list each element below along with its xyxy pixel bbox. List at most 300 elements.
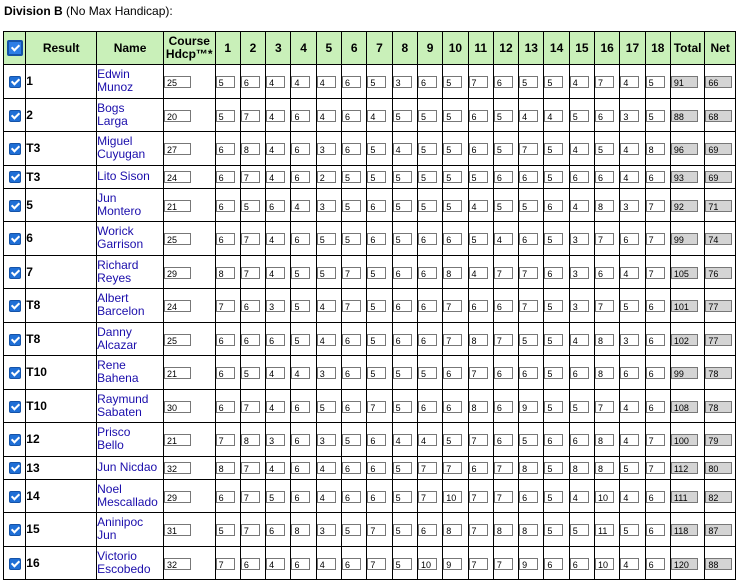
hole-score-field[interactable]: 5 xyxy=(291,300,310,312)
hole-score-field[interactable]: 8 xyxy=(469,401,488,413)
course-hdcp-field[interactable]: 25 xyxy=(164,334,191,346)
hole-score-field[interactable]: 5 xyxy=(443,171,462,183)
hole-score-field[interactable]: 6 xyxy=(241,300,260,312)
hole-score-field[interactable]: 6 xyxy=(646,524,665,536)
hole-score-field[interactable]: 5 xyxy=(241,367,260,379)
hole-score-field[interactable]: 8 xyxy=(291,524,310,536)
hole-score-field[interactable]: 7 xyxy=(469,558,488,570)
player-name-link[interactable] xyxy=(97,255,164,289)
select-all-checkbox[interactable] xyxy=(7,40,23,56)
hole-score-field[interactable]: 5 xyxy=(216,76,235,88)
hole-score-field[interactable]: 6 xyxy=(367,200,386,212)
player-last-name[interactable]: Sabaten xyxy=(97,404,142,419)
hole-score-field[interactable]: 6 xyxy=(418,233,437,245)
hole-score-field[interactable]: 7 xyxy=(595,233,614,245)
hole-score-field[interactable]: 7 xyxy=(494,462,513,474)
hole-score-field[interactable]: 6 xyxy=(418,300,437,312)
row-checkbox[interactable] xyxy=(9,233,21,245)
hole-score-field[interactable]: 7 xyxy=(646,462,665,474)
hole-score-field[interactable]: 5 xyxy=(544,171,563,183)
hole-score-field[interactable]: 4 xyxy=(544,110,563,122)
hole-score-field[interactable]: 6 xyxy=(418,524,437,536)
hole-score-field[interactable]: 7 xyxy=(469,434,488,446)
hole-score-field[interactable]: 6 xyxy=(291,401,310,413)
hole-score-field[interactable]: 7 xyxy=(646,200,665,212)
row-checkbox[interactable] xyxy=(9,334,21,346)
hole-score-field[interactable]: 6 xyxy=(367,491,386,503)
hole-score-field[interactable]: 5 xyxy=(519,434,538,446)
hole-score-field[interactable]: 2 xyxy=(317,171,336,183)
hole-score-field[interactable]: 7 xyxy=(241,462,260,474)
hole-score-field[interactable]: 4 xyxy=(570,334,589,346)
hole-score-field[interactable]: 6 xyxy=(216,334,235,346)
hole-score-field[interactable]: 7 xyxy=(241,401,260,413)
hole-score-field[interactable]: 5 xyxy=(418,143,437,155)
hole-score-field[interactable]: 6 xyxy=(443,401,462,413)
hole-score-field[interactable]: 7 xyxy=(367,401,386,413)
row-checkbox[interactable] xyxy=(9,267,21,279)
hole-score-field[interactable]: 6 xyxy=(241,558,260,570)
hole-score-field[interactable]: 3 xyxy=(317,143,336,155)
hole-score-field[interactable]: 3 xyxy=(570,233,589,245)
hole-score-field[interactable]: 8 xyxy=(443,524,462,536)
hole-score-field[interactable]: 5 xyxy=(443,143,462,155)
hole-score-field[interactable]: 4 xyxy=(367,110,386,122)
hole-score-field[interactable]: 5 xyxy=(317,401,336,413)
hole-score-field[interactable]: 3 xyxy=(620,110,639,122)
hole-score-field[interactable]: 4 xyxy=(266,267,285,279)
hole-score-field[interactable]: 5 xyxy=(570,110,589,122)
hole-score-field[interactable]: 8 xyxy=(570,462,589,474)
player-name-link[interactable] xyxy=(97,322,164,356)
hole-score-field[interactable]: 4 xyxy=(317,334,336,346)
hole-score-field[interactable]: 7 xyxy=(241,491,260,503)
course-hdcp-field[interactable]: 31 xyxy=(164,524,191,536)
player-last-name[interactable]: Montero xyxy=(97,203,142,218)
hole-score-field[interactable]: 5 xyxy=(367,267,386,279)
hole-score-field[interactable]: 6 xyxy=(570,367,589,379)
hole-score-field[interactable]: 6 xyxy=(469,300,488,312)
hole-score-field[interactable]: 6 xyxy=(469,143,488,155)
hole-score-field[interactable]: 6 xyxy=(570,558,589,570)
hole-score-field[interactable]: 6 xyxy=(342,558,361,570)
player-name-link[interactable] xyxy=(97,513,164,547)
player-name-link[interactable] xyxy=(97,479,164,513)
hole-score-field[interactable]: 7 xyxy=(241,171,260,183)
hole-score-field[interactable]: 4 xyxy=(620,76,639,88)
hole-score-field[interactable]: 4 xyxy=(291,367,310,379)
hole-score-field[interactable]: 9 xyxy=(519,401,538,413)
course-hdcp-field[interactable]: 21 xyxy=(164,434,191,446)
hole-score-field[interactable]: 4 xyxy=(570,143,589,155)
hole-score-field[interactable]: 4 xyxy=(519,110,538,122)
hole-score-field[interactable]: 5 xyxy=(494,143,513,155)
hole-score-field[interactable]: 6 xyxy=(544,558,563,570)
hole-score-field[interactable]: 6 xyxy=(646,401,665,413)
hole-score-field[interactable]: 4 xyxy=(620,491,639,503)
hole-score-field[interactable]: 6 xyxy=(216,143,235,155)
hole-score-field[interactable]: 3 xyxy=(317,200,336,212)
hole-score-field[interactable]: 6 xyxy=(418,76,437,88)
hole-score-field[interactable]: 8 xyxy=(595,434,614,446)
row-checkbox[interactable] xyxy=(9,462,21,474)
player-first-name[interactable]: Bogs xyxy=(97,100,125,115)
hole-score-field[interactable]: 5 xyxy=(494,200,513,212)
hole-score-field[interactable]: 4 xyxy=(620,267,639,279)
hole-score-field[interactable]: 5 xyxy=(367,143,386,155)
row-checkbox[interactable] xyxy=(9,367,21,379)
row-select-cell[interactable] xyxy=(4,289,26,323)
hole-score-field[interactable]: 5 xyxy=(317,233,336,245)
hole-score-field[interactable]: 5 xyxy=(241,200,260,212)
hole-score-field[interactable]: 7 xyxy=(443,300,462,312)
row-select-cell[interactable] xyxy=(4,479,26,513)
hole-score-field[interactable]: 5 xyxy=(595,143,614,155)
hole-score-field[interactable]: 4 xyxy=(266,558,285,570)
hole-score-field[interactable]: 5 xyxy=(544,367,563,379)
player-name-link[interactable] xyxy=(97,222,164,256)
hole-score-field[interactable]: 6 xyxy=(291,233,310,245)
hole-score-field[interactable]: 5 xyxy=(443,76,462,88)
hole-score-field[interactable]: 8 xyxy=(241,434,260,446)
hole-score-field[interactable]: 7 xyxy=(241,524,260,536)
hole-score-field[interactable]: 5 xyxy=(544,300,563,312)
hole-score-field[interactable]: 6 xyxy=(342,110,361,122)
player-name-link[interactable] xyxy=(97,456,164,479)
hole-score-field[interactable]: 6 xyxy=(519,491,538,503)
hole-score-field[interactable]: 4 xyxy=(620,558,639,570)
player-name-link[interactable] xyxy=(97,423,164,457)
hole-score-field[interactable]: 5 xyxy=(393,200,412,212)
hole-score-field[interactable]: 7 xyxy=(469,367,488,379)
hole-score-field[interactable]: 7 xyxy=(216,558,235,570)
hole-score-field[interactable]: 3 xyxy=(570,300,589,312)
hole-score-field[interactable]: 6 xyxy=(393,300,412,312)
hole-score-field[interactable]: 4 xyxy=(418,434,437,446)
hole-score-field[interactable]: 10 xyxy=(418,558,437,570)
hole-score-field[interactable]: 6 xyxy=(266,524,285,536)
hole-score-field[interactable]: 6 xyxy=(494,367,513,379)
hole-score-field[interactable]: 7 xyxy=(443,462,462,474)
hole-score-field[interactable]: 6 xyxy=(241,334,260,346)
hole-score-field[interactable]: 4 xyxy=(317,110,336,122)
hole-score-field[interactable]: 6 xyxy=(342,462,361,474)
hole-score-field[interactable]: 8 xyxy=(443,267,462,279)
player-first-name[interactable]: Rene xyxy=(97,358,126,373)
player-first-name[interactable]: Miguel xyxy=(97,134,133,149)
hole-score-field[interactable]: 6 xyxy=(291,558,310,570)
hole-score-field[interactable]: 7 xyxy=(241,233,260,245)
hole-score-field[interactable]: 6 xyxy=(393,267,412,279)
hole-score-field[interactable]: 6 xyxy=(216,233,235,245)
hole-score-field[interactable]: 5 xyxy=(367,300,386,312)
hole-score-field[interactable]: 8 xyxy=(595,334,614,346)
hole-score-field[interactable]: 4 xyxy=(393,143,412,155)
hole-score-field[interactable]: 4 xyxy=(620,171,639,183)
hole-score-field[interactable]: 5 xyxy=(367,334,386,346)
hole-score-field[interactable]: 6 xyxy=(241,76,260,88)
player-name-link[interactable] xyxy=(97,132,164,166)
player-last-name[interactable]: Mescallado xyxy=(97,494,158,509)
course-hdcp-field[interactable]: 30 xyxy=(164,401,191,413)
course-hdcp-field[interactable]: 29 xyxy=(164,491,191,503)
player-last-name[interactable]: Jun xyxy=(97,528,117,543)
hole-score-field[interactable]: 3 xyxy=(266,434,285,446)
hole-score-field[interactable]: 6 xyxy=(494,171,513,183)
hole-score-field[interactable]: 10 xyxy=(595,558,614,570)
player-name-link[interactable] xyxy=(97,98,164,132)
hole-score-field[interactable]: 5 xyxy=(544,524,563,536)
hole-score-field[interactable]: 8 xyxy=(646,143,665,155)
hole-score-field[interactable]: 4 xyxy=(291,200,310,212)
player-last-name[interactable]: Bahena xyxy=(97,371,139,386)
player-last-name[interactable]: Escobedo xyxy=(97,561,151,576)
hole-score-field[interactable]: 5 xyxy=(570,524,589,536)
course-hdcp-field[interactable]: 25 xyxy=(164,76,191,88)
row-select-cell[interactable] xyxy=(4,456,26,479)
hole-score-field[interactable]: 6 xyxy=(342,367,361,379)
course-hdcp-field[interactable]: 24 xyxy=(164,171,191,183)
hole-score-field[interactable]: 6 xyxy=(494,401,513,413)
hole-score-field[interactable]: 8 xyxy=(216,267,235,279)
hole-score-field[interactable]: 5 xyxy=(291,267,310,279)
player-first-name[interactable]: Edwin xyxy=(97,67,130,82)
hole-score-field[interactable]: 7 xyxy=(595,401,614,413)
hole-score-field[interactable]: 5 xyxy=(418,110,437,122)
hole-score-field[interactable]: 7 xyxy=(519,143,538,155)
row-checkbox[interactable] xyxy=(9,76,21,88)
hole-score-field[interactable]: 5 xyxy=(393,171,412,183)
hole-score-field[interactable]: 7 xyxy=(519,267,538,279)
hole-score-field[interactable]: 10 xyxy=(595,491,614,503)
hole-score-field[interactable]: 7 xyxy=(595,76,614,88)
hole-score-field[interactable]: 4 xyxy=(317,558,336,570)
hole-score-field[interactable]: 4 xyxy=(266,171,285,183)
hole-score-field[interactable]: 8 xyxy=(519,462,538,474)
player-first-name[interactable]: Lito Sison xyxy=(97,169,150,183)
hole-score-field[interactable]: 4 xyxy=(266,143,285,155)
row-checkbox[interactable] xyxy=(9,524,21,536)
hole-score-field[interactable]: 8 xyxy=(469,334,488,346)
hole-score-field[interactable]: 4 xyxy=(469,267,488,279)
hole-score-field[interactable]: 8 xyxy=(241,143,260,155)
hole-score-field[interactable]: 7 xyxy=(443,334,462,346)
hole-score-field[interactable]: 8 xyxy=(494,524,513,536)
row-select-cell[interactable] xyxy=(4,222,26,256)
row-select-cell[interactable] xyxy=(4,65,26,99)
hole-score-field[interactable]: 6 xyxy=(494,76,513,88)
player-first-name[interactable]: Albert xyxy=(97,291,129,306)
hole-score-field[interactable]: 4 xyxy=(266,367,285,379)
hole-score-field[interactable]: 5 xyxy=(342,524,361,536)
hole-score-field[interactable]: 5 xyxy=(393,233,412,245)
hole-score-field[interactable]: 5 xyxy=(620,524,639,536)
row-checkbox[interactable] xyxy=(9,200,21,212)
hole-score-field[interactable]: 5 xyxy=(342,434,361,446)
hole-score-field[interactable]: 5 xyxy=(544,491,563,503)
hole-score-field[interactable]: 7 xyxy=(342,267,361,279)
player-first-name[interactable]: Worick xyxy=(97,224,134,239)
course-hdcp-field[interactable]: 20 xyxy=(164,110,191,122)
hole-score-field[interactable]: 5 xyxy=(393,367,412,379)
hole-score-field[interactable]: 5 xyxy=(418,367,437,379)
hole-score-field[interactable]: 7 xyxy=(469,76,488,88)
hole-score-field[interactable]: 5 xyxy=(544,233,563,245)
row-checkbox[interactable] xyxy=(9,171,21,183)
row-checkbox[interactable] xyxy=(9,143,21,155)
hole-score-field[interactable]: 7 xyxy=(494,491,513,503)
player-last-name[interactable]: Munoz xyxy=(97,80,134,95)
hole-score-field[interactable]: 8 xyxy=(595,462,614,474)
hole-score-field[interactable]: 4 xyxy=(317,300,336,312)
player-last-name[interactable]: Bello xyxy=(97,438,124,453)
hole-score-field[interactable]: 5 xyxy=(393,524,412,536)
hole-score-field[interactable]: 4 xyxy=(266,233,285,245)
hole-score-field[interactable]: 11 xyxy=(595,524,614,536)
hole-score-field[interactable]: 6 xyxy=(469,110,488,122)
hole-score-field[interactable]: 3 xyxy=(620,334,639,346)
player-first-name[interactable]: Prisco xyxy=(97,425,131,440)
course-hdcp-field[interactable]: 32 xyxy=(164,558,191,570)
player-name-link[interactable] xyxy=(97,188,164,222)
hole-score-field[interactable]: 5 xyxy=(216,110,235,122)
hole-score-field[interactable]: 6 xyxy=(342,334,361,346)
row-select-cell[interactable] xyxy=(4,322,26,356)
player-first-name[interactable]: Aninipoc xyxy=(97,515,144,530)
hole-score-field[interactable]: 4 xyxy=(620,434,639,446)
hole-score-field[interactable]: 6 xyxy=(544,434,563,446)
hole-score-field[interactable]: 4 xyxy=(494,233,513,245)
hole-score-field[interactable]: 6 xyxy=(494,434,513,446)
hole-score-field[interactable]: 5 xyxy=(443,110,462,122)
hole-score-field[interactable]: 3 xyxy=(317,524,336,536)
player-last-name[interactable]: Barcelon xyxy=(97,304,145,319)
player-first-name[interactable]: Victorio xyxy=(97,548,137,563)
hole-score-field[interactable]: 6 xyxy=(216,171,235,183)
hole-score-field[interactable]: 6 xyxy=(291,143,310,155)
hole-score-field[interactable]: 6 xyxy=(443,367,462,379)
hole-score-field[interactable]: 5 xyxy=(519,200,538,212)
player-last-name[interactable]: Reyes xyxy=(97,270,132,285)
hole-score-field[interactable]: 5 xyxy=(393,491,412,503)
hole-score-field[interactable]: 5 xyxy=(544,334,563,346)
hole-score-field[interactable]: 5 xyxy=(367,367,386,379)
row-select-cell[interactable] xyxy=(4,188,26,222)
hole-score-field[interactable]: 5 xyxy=(393,110,412,122)
hole-score-field[interactable]: 6 xyxy=(620,233,639,245)
hole-score-field[interactable]: 4 xyxy=(570,76,589,88)
hole-score-field[interactable]: 6 xyxy=(544,200,563,212)
select-all-cell[interactable] xyxy=(4,32,26,65)
hole-score-field[interactable]: 3 xyxy=(393,76,412,88)
hole-score-field[interactable]: 5 xyxy=(544,76,563,88)
hole-score-field[interactable]: 6 xyxy=(216,491,235,503)
hole-score-field[interactable]: 7 xyxy=(494,558,513,570)
hole-score-field[interactable]: 5 xyxy=(367,171,386,183)
hole-score-field[interactable]: 6 xyxy=(519,233,538,245)
hole-score-field[interactable]: 7 xyxy=(469,524,488,536)
hole-score-field[interactable]: 5 xyxy=(620,300,639,312)
hole-score-field[interactable]: 6 xyxy=(291,171,310,183)
hole-score-field[interactable]: 5 xyxy=(342,233,361,245)
hole-score-field[interactable]: 7 xyxy=(367,524,386,536)
hole-score-field[interactable]: 6 xyxy=(646,334,665,346)
hole-score-field[interactable]: 5 xyxy=(469,233,488,245)
row-checkbox[interactable] xyxy=(9,491,21,503)
hole-score-field[interactable]: 5 xyxy=(646,110,665,122)
hole-score-field[interactable]: 4 xyxy=(266,110,285,122)
hole-score-field[interactable]: 4 xyxy=(393,434,412,446)
hole-score-field[interactable]: 7 xyxy=(418,462,437,474)
player-name-link[interactable] xyxy=(97,65,164,99)
hole-score-field[interactable]: 7 xyxy=(646,233,665,245)
hole-score-field[interactable]: 4 xyxy=(469,200,488,212)
hole-score-field[interactable]: 7 xyxy=(519,300,538,312)
hole-score-field[interactable]: 6 xyxy=(646,171,665,183)
hole-score-field[interactable]: 5 xyxy=(519,76,538,88)
hole-score-field[interactable]: 6 xyxy=(266,334,285,346)
hole-score-field[interactable]: 5 xyxy=(494,110,513,122)
hole-score-field[interactable]: 6 xyxy=(291,434,310,446)
hole-score-field[interactable]: 6 xyxy=(367,233,386,245)
hole-score-field[interactable]: 3 xyxy=(317,434,336,446)
hole-score-field[interactable]: 4 xyxy=(291,76,310,88)
hole-score-field[interactable]: 7 xyxy=(595,300,614,312)
hole-score-field[interactable]: 6 xyxy=(216,200,235,212)
hole-score-field[interactable]: 7 xyxy=(418,491,437,503)
hole-score-field[interactable]: 6 xyxy=(544,267,563,279)
player-first-name[interactable]: Noel xyxy=(97,481,122,496)
hole-score-field[interactable]: 5 xyxy=(418,171,437,183)
hole-score-field[interactable]: 5 xyxy=(570,401,589,413)
player-first-name[interactable]: Jun xyxy=(97,190,117,205)
hole-score-field[interactable]: 5 xyxy=(342,171,361,183)
hole-score-field[interactable]: 5 xyxy=(216,524,235,536)
row-select-cell[interactable] xyxy=(4,255,26,289)
row-checkbox[interactable] xyxy=(9,434,21,446)
player-name-link[interactable] xyxy=(97,356,164,390)
hole-score-field[interactable]: 8 xyxy=(519,524,538,536)
course-hdcp-field[interactable]: 21 xyxy=(164,200,191,212)
hole-score-field[interactable]: 6 xyxy=(595,110,614,122)
hole-score-field[interactable]: 6 xyxy=(519,367,538,379)
hole-score-field[interactable]: 4 xyxy=(620,143,639,155)
hole-score-field[interactable]: 5 xyxy=(266,491,285,503)
hole-score-field[interactable]: 5 xyxy=(291,334,310,346)
hole-score-field[interactable]: 6 xyxy=(342,401,361,413)
hole-score-field[interactable]: 4 xyxy=(317,462,336,474)
hole-score-field[interactable]: 5 xyxy=(443,200,462,212)
player-last-name[interactable]: Larga xyxy=(97,113,128,128)
hole-score-field[interactable]: 7 xyxy=(494,334,513,346)
hole-score-field[interactable]: 4 xyxy=(570,200,589,212)
hole-score-field[interactable]: 7 xyxy=(646,267,665,279)
hole-score-field[interactable]: 5 xyxy=(544,401,563,413)
player-first-name[interactable]: Richard xyxy=(97,257,139,272)
hole-score-field[interactable]: 6 xyxy=(570,434,589,446)
hole-score-field[interactable]: 6 xyxy=(342,143,361,155)
row-checkbox[interactable] xyxy=(9,558,21,570)
hole-score-field[interactable]: 4 xyxy=(266,401,285,413)
hole-score-field[interactable]: 7 xyxy=(241,267,260,279)
hole-score-field[interactable]: 4 xyxy=(317,76,336,88)
hole-score-field[interactable]: 8 xyxy=(595,367,614,379)
course-hdcp-field[interactable]: 29 xyxy=(164,267,191,279)
hole-score-field[interactable]: 7 xyxy=(367,558,386,570)
row-checkbox[interactable] xyxy=(9,110,21,122)
hole-score-field[interactable]: 4 xyxy=(266,462,285,474)
hole-score-field[interactable]: 7 xyxy=(241,110,260,122)
